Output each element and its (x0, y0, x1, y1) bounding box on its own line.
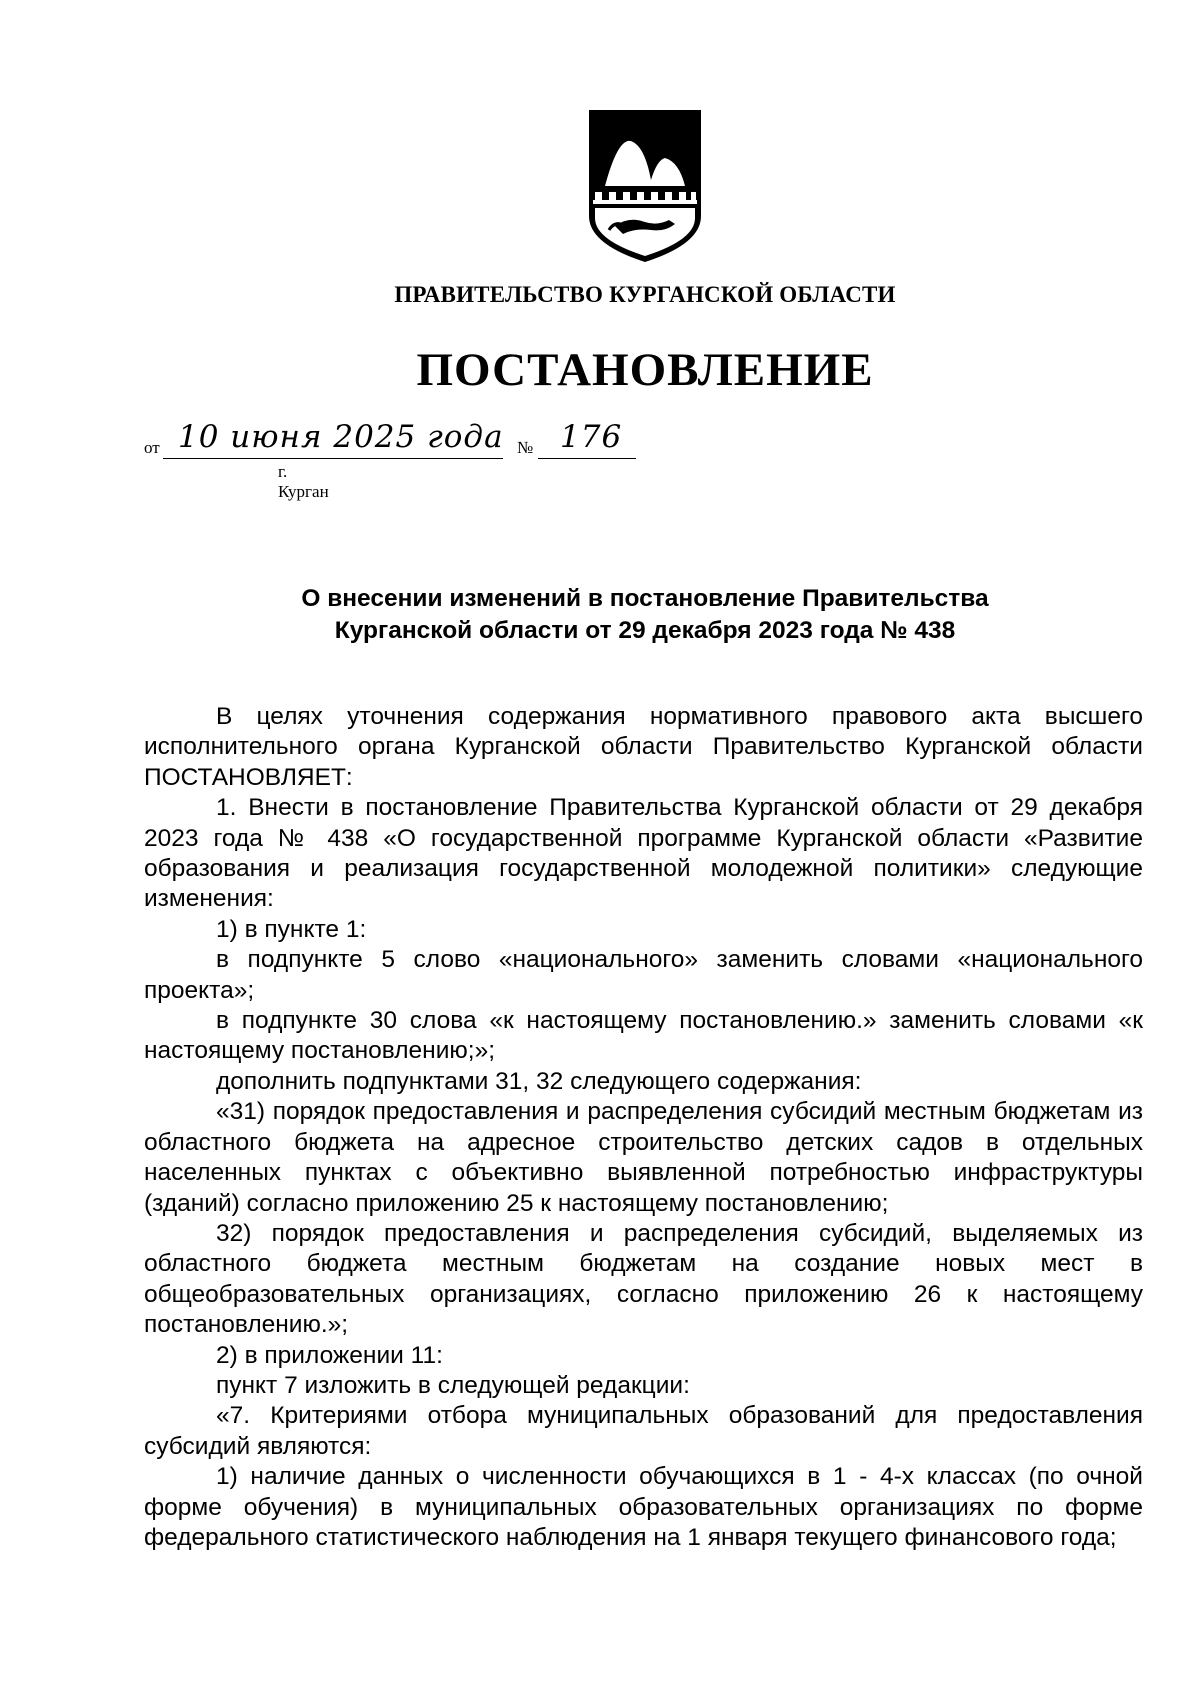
paragraph: 1) наличие данных о численности обучающихся в 1 - 4-х классах (по очной форме обучения) в муниципальных образовательных организациях по форме федерального статистического наблюдения на 1 января текущего финансового года; (144, 1463, 1143, 1551)
paragraph: «7. Критериями отбора муниципальных образований для предоставления субсидий являются: (144, 1402, 1143, 1460)
handwritten-number: 176 (560, 419, 623, 455)
number-underline (538, 458, 636, 459)
paragraph: 1) в пункте 1: (216, 915, 367, 943)
government-name: ПРАВИТЕЛЬСТВО КУРГАНСКОЙ ОБЛАСТИ (394, 282, 896, 307)
handwritten-date: 10 июня 2025 года (178, 419, 504, 455)
document-body (144, 702, 1143, 1553)
paragraph: в подпункте 30 слова «к настоящему постановлению.» заменить словами «к настоящему постановлению;»; (144, 1007, 1143, 1065)
title-line-2: Курганской области от 29 декабря 2023 года № 438 (334, 617, 956, 644)
date-underline (163, 458, 503, 459)
paragraph: «31) порядок предоставления и распределения субсидий местным бюджетам из областного бюджета на адресное строительство детских садов в отдельных населенных пунктах с объективно выявленной потребностью инфраструктуры (зданий) согласно приложению 25 к настоящему постановлению; (144, 1098, 1143, 1217)
number-label: № (517, 438, 534, 457)
paragraph: пункт 7 изложить в следующей редакции: (216, 1371, 690, 1399)
date-prefix: от (144, 438, 160, 457)
coat-of-arms-icon (585, 108, 705, 264)
paragraph: дополнить подпунктами 31, 32 следующего содержания: (216, 1067, 862, 1095)
city: г. Курган (278, 462, 329, 501)
paragraph: 1. Внести в постановление Правительства Курганской области от 29 декабря 2023 года № 438 «О государственной программе Курганской области «Развитие образования и реализация государственной молодежной политики» следующие изменения: (144, 794, 1143, 913)
title-line-1: О внесении изменений в постановление Правительства (301, 585, 989, 612)
document-type: ПОСТАНОВЛЕНИЕ (416, 344, 874, 396)
document-title (140, 583, 1150, 647)
paragraph: в подпункте 5 слово «национального» заменить словами «национального проекта»; (144, 946, 1143, 1004)
paragraph: 2) в приложении 11: (216, 1341, 443, 1369)
paragraph: В целях уточнения содержания нормативного правового акта высшего исполнительного органа Курганской области Правительство Курганской области ПОСТАНОВЛЯЕТ: (144, 703, 1143, 791)
paragraph: 32) порядок предоставления и распределения субсидий, выделяемых из областного бюджета местным бюджетам на создание новых мест в общеобразовательных организациях, согласно приложению 26 к настоящему постановлению.»; (144, 1219, 1143, 1339)
